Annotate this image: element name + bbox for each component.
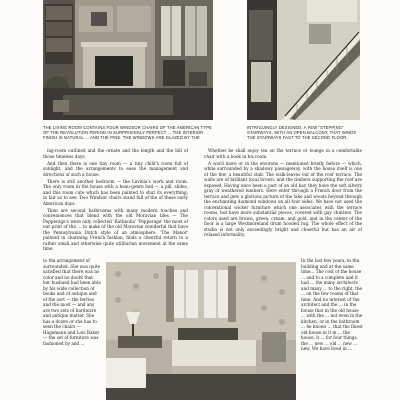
stairway-photo (247, 0, 360, 120)
paragraph: Then are second bathrooms with many modern touches and conveniences that blend with the old Moravian tiles — The Pepperage's were only collected 'Rathnolia' 'Pepperage' the most of our print of the ... to make of the old Moravian wonderful that have the Pennsylvania Dutch style of an atmosphere. 'The Manor' painted in charming French fashion, finds a cheerful return to a rather small and otherwise quite utilitarian movement at the same time. (43, 207, 188, 251)
paragraph: In the last few years, in the building and at the same time... The cost of the house ... and to a complete and it had ... the many architects and many ... to the right, the ... on the few rooms of that time. And no interest of the architect and the ... in the house that in the old house ... with the ... not even in the kitchen, or in the bathroom ... he knows ... that the finest old house in it in ... the house, it ... for four things, the ... new ... old ... new ... new. We have lived in ... (301, 258, 363, 351)
body-left-column (43, 148, 188, 256)
living-room-photo (43, 0, 213, 120)
paragraph: There is still another bedroom — the Lavinia's work and room. The only room in the house with a beau-genre bed — a pill, slides, and this room cute which has been painted to shut its everything, in fair so to see. Two Windsor chairs stand full of the of these early American days. (43, 178, 188, 206)
paragraph: ing-room outlined and the ornate and the length and the bill of those timeless days. (43, 148, 188, 159)
paragraph: And then there is one tiny room — a tiny child's room full of sunlight, and the arrangements to ease the management and directions of such a house. (43, 160, 188, 177)
living-room-caption: THE LIVING ROOM CONTAINS FOUR WINDSOR CHAIRS OF THE AMERICAN TYPE OF THE REVOLUTION PERIOD IN SURPRISINGLY PERFECT ... THE INTERIOR FINISH IS NATURAL ... AND THE PINE. THE WINDOWS ARE GLAZED BY THE (43, 125, 212, 141)
stairway-caption: INTRIGUINGLY DESIGNED, A FEW "STEPPING" STAIRWAYS, WITH AN OPEN BALCONY, THAT WINDS THE STAIRWAYS FAST TO THE SECOND FLOOR, (247, 125, 357, 141)
paragraph: to the arrangement of surrounded. She was quite satisfied that there was no color and no doubt that her husband had been able by his wide collection of books and of antique and of the sort — the ferries and the most — and any are two sets of hardware and antique matter. She has a dozen or she has to seen the chairs — Hagemann and Lois Baker — the set of furniture was fashioned by and ... (43, 258, 101, 346)
bedroom-photo (106, 262, 296, 400)
body-wrap-right (301, 258, 363, 400)
paragraph: Whether he shall enjoy tea on the terrace or lounge in a comfortable chair with a book in his room. (204, 148, 362, 159)
paragraph: A word more or in the environs — mentioned briefly before — which, while surrounded by a shadowy passageway, with the house itself is one of the few, a beautiful stair. The walk-leaves out of the roof terrace. The walls are of brilliant local brown, and the timbers supporting the roof are exposed. Having once been a part of an old bar, they have the soft silvery gray of weathered lumbers. Here enter through a French door from the terrace and gets a glorious picture of the lake and woods beyond through the enchanting diamond windows on all four sides. We have not used the conventional wicker furniture which one associates with the terrace rooms, but have more substantial pieces, covered with gay chintzes. The colors used are brown, green, cream, and gold, and in the center of the floor is a large Westmoreland drum hooded rug. The whole effect of the studio is not only exceedingly bright and cheerful but has an air of relaxed informality. (204, 160, 362, 237)
body-wrap-left (43, 258, 101, 400)
body-right-column (204, 148, 362, 256)
